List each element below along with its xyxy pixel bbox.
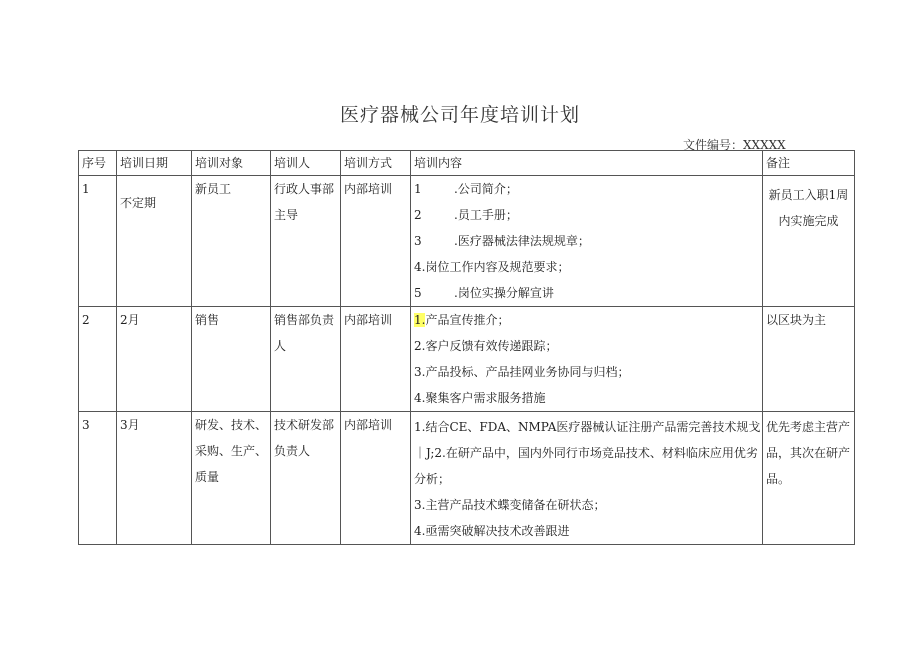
- content-item: 3 .医疗器械法律法规规章；: [414, 234, 590, 248]
- header-cell: 序号: [79, 151, 117, 176]
- trainer: [271, 307, 341, 412]
- header-cell: 培训人: [271, 151, 341, 176]
- target-line: 研发、技术、: [195, 418, 268, 432]
- table-row: [79, 412, 855, 545]
- content-item: 1.结合CE、FDA、NMPA医疗器械认证注册产品需完善技术规戈: [414, 420, 761, 434]
- training-method: 内部培训: [341, 176, 411, 307]
- training-method: 内部培训: [341, 307, 411, 412]
- table-row: [79, 307, 855, 412]
- remark: 以区块为主: [763, 307, 855, 412]
- content-item: ｜J;2.在研产品中，国内外同行市场竞品技术、材料临床应用优劣: [414, 446, 758, 460]
- header-cell: 培训日期: [117, 151, 192, 176]
- trainer-line: 行政人事部: [274, 182, 335, 196]
- row-number: 3: [79, 412, 117, 545]
- header-cell: 培训方式: [341, 151, 411, 176]
- content-item: 5 .岗位实操分解宣讲: [414, 286, 554, 300]
- content-item: 2.客户反馈有效传递跟踪；: [414, 339, 558, 353]
- row-number: 2: [79, 307, 117, 412]
- table-header-row: [79, 151, 855, 176]
- content-item: 4.岗位工作内容及规范要求；: [414, 260, 570, 274]
- training-content: [411, 307, 763, 412]
- training-content: [411, 412, 763, 545]
- remark: [763, 412, 855, 545]
- trainer-line: 技术研发部: [274, 418, 335, 432]
- trainer-line: 人: [274, 339, 287, 353]
- remark-line: 新员工入职1周: [768, 188, 849, 202]
- document-number: 文件编号：XXXXX: [683, 138, 786, 152]
- training-target: [192, 412, 271, 545]
- training-method: 内部培训: [341, 412, 411, 545]
- content-item: 2 .员工手册；: [414, 208, 518, 222]
- training-date: [117, 176, 192, 307]
- row-number: 1: [79, 176, 117, 307]
- training-target: 销售: [192, 307, 271, 412]
- remark: [763, 176, 855, 307]
- table-row: [79, 176, 855, 307]
- trainer: [271, 412, 341, 545]
- trainer-line: 主导: [274, 208, 299, 222]
- training-date: 2月: [117, 307, 192, 412]
- trainer: [271, 176, 341, 307]
- content-item: 分析；: [414, 472, 451, 486]
- target-line: 质量: [195, 470, 220, 484]
- training-plan-table: [78, 150, 855, 545]
- header-cell: 培训内容: [411, 151, 763, 176]
- highlight-mark: 1.: [414, 313, 426, 327]
- content-item: 4.亟需突破解决技术改善跟进: [414, 524, 570, 538]
- content-item: 4.聚集客户需求服务措施: [414, 391, 546, 405]
- remark-line: 内实施完成: [778, 214, 839, 228]
- remark-line: 优先考虑主营产: [766, 420, 851, 434]
- page-title: 医疗器械公司年度培训计划: [339, 104, 580, 126]
- content-item: 1 .公司简介；: [414, 182, 518, 196]
- header-cell: 备注: [763, 151, 855, 176]
- header-cell: 培训对象: [192, 151, 271, 176]
- content-item: 1.产品宣传推介；: [414, 313, 510, 327]
- target-line: 采购、生产、: [195, 444, 268, 458]
- trainer-line: 负责人: [274, 444, 311, 458]
- training-date: 3月: [117, 412, 192, 545]
- training-target: 新员工: [192, 176, 271, 307]
- content-item: 3.主营产品技术蝶变储备在研状态；: [414, 498, 606, 512]
- training-content: [411, 176, 763, 307]
- content-item: 3.产品投标、产品挂网业务协同与归档；: [414, 365, 630, 379]
- trainer-line: 销售部负责: [274, 313, 335, 327]
- date-text: 不定期: [120, 196, 157, 210]
- remark-line: 品。: [766, 472, 791, 486]
- remark-line: 品，其次在研产: [766, 446, 851, 460]
